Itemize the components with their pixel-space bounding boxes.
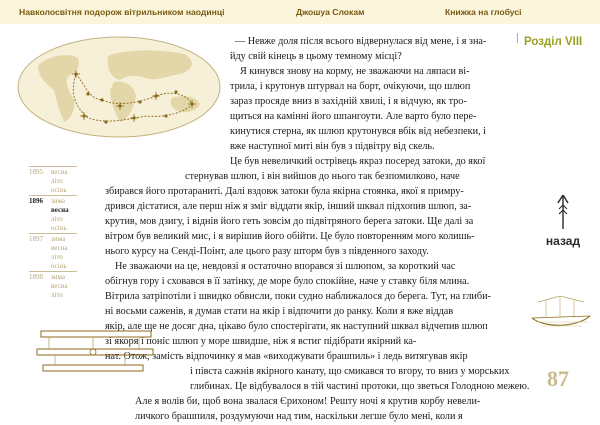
season-label[interactable]: зима bbox=[51, 197, 65, 205]
season-label[interactable]: зима bbox=[51, 235, 65, 243]
timeline-year[interactable] bbox=[29, 271, 77, 300]
chapter-label: Розділ VIII bbox=[524, 36, 583, 48]
year-label: 1896 bbox=[29, 197, 43, 205]
year-label: 1897 bbox=[29, 235, 43, 243]
text-line: нього курсу на Сенді-Поінт, але цього разу шторм був з південного заходу. bbox=[105, 246, 429, 257]
text-line: кинутися стерна, як шлюп крутонувся вбік від небезпеки, і bbox=[230, 126, 486, 137]
current-season-label[interactable]: весна bbox=[51, 206, 69, 214]
season-label[interactable]: весна bbox=[51, 244, 68, 252]
world-map-route bbox=[16, 34, 222, 140]
back-button[interactable] bbox=[545, 195, 581, 248]
text-line: личкого брашпиля, роздумуючи над тим, наскільки легше було мені, коли я bbox=[135, 411, 463, 422]
text-line: зараз просяде вниз в західній хвилі, і я відчую, як тро- bbox=[230, 96, 467, 107]
season-label[interactable]: літо bbox=[51, 215, 63, 223]
text-line: глибинах. Це відбувалося в тій частині протоки, що зветься Голодною межею. bbox=[190, 381, 530, 392]
text-line: крутив, мов дзигу, і віднів його геть зовсім до підвітряного берега затоки. Ще далі за bbox=[105, 216, 474, 227]
season-label[interactable]: весна bbox=[51, 168, 68, 176]
year-label: 1898 bbox=[29, 273, 43, 281]
timeline-year-current[interactable] bbox=[29, 195, 77, 233]
text-line: — Невже доля після всього відвернулася від мене, і я зна- bbox=[235, 36, 487, 47]
author-name: Джошуа Слокам bbox=[296, 7, 365, 17]
text-line: стернував шлюп, і він вийшов до нього так безпомилково, наче bbox=[185, 171, 460, 182]
season-label[interactable]: осінь bbox=[51, 224, 67, 232]
text-line: Я кинувся знову на корму, не зважаючи на ляпаси ві- bbox=[240, 66, 470, 77]
text-line: і півста сажнів якірного канату, що смикався то вгору, то вниз у морських bbox=[190, 366, 510, 377]
timeline-year[interactable] bbox=[29, 166, 77, 195]
text-line: Не зважаючи на це, невдовзі я остаточно впорався зі шлюпом, за короткий час bbox=[115, 261, 456, 272]
windlass-drawing-icon bbox=[35, 325, 155, 380]
season-label[interactable]: осінь bbox=[51, 262, 67, 270]
page-number: 87 bbox=[547, 366, 569, 391]
timeline bbox=[29, 166, 77, 300]
season-label[interactable]: літо bbox=[51, 253, 63, 261]
text-line: Це був невеличкий острівець якраз посеред затоки, до якої bbox=[230, 156, 486, 167]
back-label: назад bbox=[545, 234, 581, 248]
text-line: нат. Отож, замість відпочинку я мав «виходжувати брашпиль» і ледь витягував якір bbox=[105, 351, 468, 362]
text-line: збирався його протараниті. Далі вздовж затоки була якірна стоянка, якої я примру- bbox=[105, 186, 464, 197]
text-line: вже наступної миті він був з підвітру від скель. bbox=[230, 141, 435, 152]
text-line: обігнув гору і сховався в її затінку, де море було спокійне, наче у ставку біля млина. bbox=[105, 276, 470, 287]
text-line: дрився дістатися, але перш ніж я зміг віддати якір, інший шквал підхопив шлюп, за- bbox=[105, 201, 472, 212]
text-line: Але я волів би, щоб вона звалася Єрихоном! Решту ночі я крутив корбу невели- bbox=[135, 396, 481, 407]
up-arrow-icon bbox=[556, 195, 570, 229]
season-label[interactable]: літо bbox=[51, 177, 63, 185]
book-title: Навколосвітня подорож вітрильником наодинці bbox=[19, 7, 225, 17]
season-label[interactable]: осінь bbox=[51, 186, 67, 194]
chapter-marker-rule bbox=[517, 33, 518, 43]
series-title: Книжка на глобусі bbox=[445, 7, 522, 17]
season-label[interactable]: весна bbox=[51, 282, 68, 290]
page-header bbox=[0, 0, 600, 24]
season-label[interactable]: зима bbox=[51, 273, 65, 281]
text-line: трила, і крутонув штурвал на борт, очікуючи, що шлюп bbox=[230, 81, 471, 92]
text-line: вітром був великий мис, і я вирішив його обійти. Це було повторенням мого колишь- bbox=[105, 231, 475, 242]
year-label: 1895 bbox=[29, 168, 43, 176]
timeline-year[interactable] bbox=[29, 233, 77, 271]
text-line: ні восьми саженів, я думав стати на якір і відпочити до ранку. Коли я вже віддав bbox=[105, 306, 454, 317]
text-line: Вітрила затріпотіли і швидко обвисли, поки судно наближалося до берега. Тут, на глиби- bbox=[105, 291, 491, 302]
text-line: зі якоря і поніс шлюп у море швидше, ніж я встиг підібрати якірний ка- bbox=[105, 336, 417, 347]
text-line: якір, але ще не досяг дна, цікаво було спостерігати, як наступний шквал відчепив шлюп bbox=[105, 321, 488, 332]
sloop-drawing-icon bbox=[530, 292, 592, 336]
text-line: йду свій кінець в цьому темному місці? bbox=[230, 51, 402, 62]
text-line: щиться на камінні його шпангоути. Але варто було пере- bbox=[230, 111, 477, 122]
season-label[interactable]: літо bbox=[51, 291, 63, 299]
